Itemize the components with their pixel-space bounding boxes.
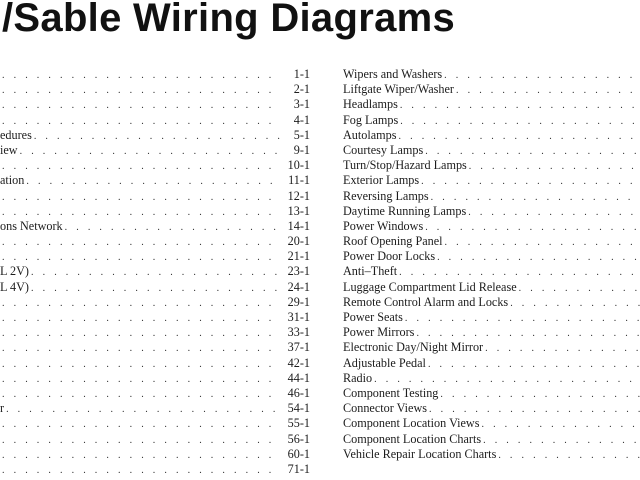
toc-entry xyxy=(343,371,640,386)
dot-leader xyxy=(2,357,280,372)
toc-entry xyxy=(343,432,640,447)
toc-entry xyxy=(343,204,640,219)
toc-entry-label: ation xyxy=(0,173,25,188)
dot-leader xyxy=(425,220,640,235)
toc-entry xyxy=(0,82,310,97)
toc-entry-label: Headlamps xyxy=(343,97,398,112)
toc-entry-page-number: 2-1 xyxy=(293,82,310,97)
toc-entry xyxy=(343,356,640,371)
toc-entry-label: Power Mirrors xyxy=(343,325,415,340)
dot-leader xyxy=(498,448,640,463)
dot-leader xyxy=(416,326,640,341)
toc-entry xyxy=(343,234,640,249)
toc-entry-page-number: 42-1 xyxy=(287,355,310,370)
toc-entry-page-number: 23-1 xyxy=(287,264,310,279)
dot-leader xyxy=(485,341,640,356)
toc-entry xyxy=(0,234,310,249)
dot-leader xyxy=(2,387,280,402)
toc-entry-page-number: 12-1 xyxy=(287,188,310,203)
toc-right-column xyxy=(343,67,640,462)
dot-leader xyxy=(34,129,280,144)
toc-entry-label: Electronic Day/Night Mirror xyxy=(343,340,484,355)
dot-leader xyxy=(2,296,280,311)
toc-entry xyxy=(0,189,310,204)
toc-entry-page-number: 14-1 xyxy=(287,218,310,233)
toc-entry-label: Adjustable Pedal xyxy=(343,355,426,370)
toc-entry-page-number: 71-1 xyxy=(287,461,310,476)
dot-leader xyxy=(20,144,280,159)
toc-entry-label: Connector Views xyxy=(343,401,428,416)
toc-entry-label: L 4V) xyxy=(0,279,29,294)
toc-entry xyxy=(0,356,310,371)
toc-left-column xyxy=(0,67,310,477)
toc-entry-label: Turn/Stop/Hazard Lamps xyxy=(343,158,467,173)
dot-leader xyxy=(483,433,640,448)
dot-leader xyxy=(421,174,640,189)
toc-entry-page-number: 4-1 xyxy=(293,112,310,127)
dot-leader xyxy=(400,98,640,113)
toc-entry xyxy=(343,401,640,416)
toc-entry-label: Autolamps xyxy=(343,127,397,142)
dot-leader xyxy=(65,220,280,235)
dot-leader xyxy=(2,68,280,83)
dot-leader xyxy=(2,433,280,448)
toc-entry-page-number: 31-1 xyxy=(287,310,310,324)
dot-leader xyxy=(425,144,640,159)
toc-entry xyxy=(0,432,310,447)
toc-entry xyxy=(0,295,310,310)
toc-entry-label: Power Windows xyxy=(343,218,424,233)
toc-entry xyxy=(343,67,640,82)
dot-leader xyxy=(469,159,640,174)
dot-leader xyxy=(444,68,640,83)
toc-entry-label: Power Seats xyxy=(343,310,403,324)
toc-entry xyxy=(343,82,640,97)
dot-leader xyxy=(2,250,280,265)
toc-entry xyxy=(343,143,640,158)
toc-entry xyxy=(0,280,310,295)
toc-entry-label: Component Testing xyxy=(343,385,439,400)
toc-entry xyxy=(343,173,640,188)
toc-entry-page-number: 21-1 xyxy=(287,249,310,264)
toc-entry-page-number: 60-1 xyxy=(287,446,310,461)
toc-entry-label: Component Location Views xyxy=(343,416,480,431)
dot-leader xyxy=(468,205,640,220)
toc-entry-label: iew xyxy=(0,142,18,157)
toc-entry xyxy=(0,325,310,340)
toc-entry-label: Courtesy Lamps xyxy=(343,142,424,157)
dot-leader xyxy=(2,463,280,478)
toc-entry xyxy=(0,219,310,234)
toc-entry-label: Radio xyxy=(343,370,373,385)
dot-leader xyxy=(2,190,280,205)
toc-entry xyxy=(343,386,640,401)
dot-leader xyxy=(2,205,280,220)
toc-entry-page-number: 11-1 xyxy=(288,173,310,188)
toc-entry-label: edures xyxy=(0,127,32,142)
toc-entry-page-number: 5-1 xyxy=(293,127,310,142)
dot-leader xyxy=(519,281,640,296)
dot-leader xyxy=(445,235,640,250)
toc-entry-page-number: 24-1 xyxy=(287,279,310,294)
toc-entry-page-number: 20-1 xyxy=(287,234,310,249)
toc-entry xyxy=(343,264,640,279)
toc-entry xyxy=(0,173,310,188)
dot-leader xyxy=(456,83,640,98)
toc-entry xyxy=(343,97,640,112)
toc-entry-page-number: 55-1 xyxy=(287,416,310,431)
toc-entry xyxy=(343,113,640,128)
toc-entry xyxy=(343,128,640,143)
dot-leader xyxy=(510,296,640,311)
toc-entry-label: Roof Opening Panel xyxy=(343,234,443,249)
dot-leader xyxy=(2,448,280,463)
toc-entry xyxy=(343,249,640,264)
toc-entry xyxy=(0,67,310,82)
toc-entry-page-number: 44-1 xyxy=(287,370,310,385)
toc-entry xyxy=(0,128,310,143)
toc-entry-page-number: 13-1 xyxy=(287,203,310,218)
toc-entry-page-number: 10-1 xyxy=(287,158,310,173)
dot-leader xyxy=(428,357,640,372)
toc-entry xyxy=(0,401,310,416)
toc-entry xyxy=(0,340,310,355)
dot-leader xyxy=(431,190,640,205)
dot-leader xyxy=(2,114,280,129)
dot-leader xyxy=(2,235,280,250)
toc-entry-page-number: 33-1 xyxy=(287,325,310,340)
toc-entry xyxy=(0,113,310,128)
toc-entry-label: Component Location Charts xyxy=(343,431,482,446)
toc-entry-label: Fog Lamps xyxy=(343,112,399,127)
dot-leader xyxy=(2,83,280,98)
dot-leader xyxy=(2,311,280,326)
toc-entry-label: Anti–Theft xyxy=(343,264,398,279)
dot-leader xyxy=(481,417,640,432)
toc-entry-label: Vehicle Repair Location Charts xyxy=(343,446,497,461)
toc-entry xyxy=(0,416,310,431)
toc-entry-page-number: 1-1 xyxy=(293,67,310,81)
toc-entry-label: ons Network xyxy=(0,218,63,233)
toc-entry xyxy=(0,310,310,325)
dot-leader xyxy=(2,417,280,432)
dot-leader xyxy=(31,281,280,296)
dot-leader xyxy=(429,402,640,417)
toc-entry xyxy=(343,280,640,295)
toc-entry-page-number: 9-1 xyxy=(293,142,310,157)
toc-entry-page-number: 54-1 xyxy=(287,401,310,416)
dot-leader xyxy=(6,402,280,417)
toc-entry xyxy=(343,219,640,234)
toc-entry-page-number: 46-1 xyxy=(287,385,310,400)
toc-entry xyxy=(343,447,640,462)
toc-entry xyxy=(0,204,310,219)
toc-entry xyxy=(0,371,310,386)
dot-leader xyxy=(2,372,280,387)
toc-entry-label: r xyxy=(0,401,5,416)
toc-entry-page-number: 56-1 xyxy=(287,431,310,446)
toc-entry xyxy=(343,416,640,431)
page-title: /Sable Wiring Diagrams xyxy=(2,0,456,40)
toc-entry xyxy=(0,143,310,158)
dot-leader xyxy=(26,174,280,189)
dot-leader xyxy=(2,159,280,174)
toc-entry xyxy=(343,158,640,173)
toc-entry-label: Power Door Locks xyxy=(343,249,436,264)
dot-leader xyxy=(399,265,640,280)
toc-entry-label: Exterior Lamps xyxy=(343,173,420,188)
dot-leader xyxy=(374,372,640,387)
toc-entry xyxy=(343,295,640,310)
dot-leader xyxy=(399,129,640,144)
toc-entry-label: Daytime Running Lamps xyxy=(343,203,467,218)
toc-entry xyxy=(343,340,640,355)
toc-entry xyxy=(343,189,640,204)
toc-entry xyxy=(0,386,310,401)
toc-entry-label: Reversing Lamps xyxy=(343,188,429,203)
dot-leader xyxy=(2,98,280,113)
toc-entry xyxy=(0,462,310,477)
toc-entry xyxy=(0,249,310,264)
toc-entry xyxy=(0,264,310,279)
dot-leader xyxy=(2,341,280,356)
dot-leader xyxy=(400,114,640,129)
toc-entry-page-number: 37-1 xyxy=(287,340,310,355)
toc-entry-page-number: 29-1 xyxy=(287,294,310,309)
toc-entry xyxy=(343,310,640,325)
toc-entry-label: Wipers and Washers xyxy=(343,67,443,81)
toc-entry xyxy=(0,158,310,173)
toc-entry-label: Remote Control Alarm and Locks xyxy=(343,294,509,309)
dot-leader xyxy=(405,311,640,326)
toc-entry xyxy=(0,447,310,462)
toc-entry-page-number: 3-1 xyxy=(293,97,310,112)
toc-entry-label: Luggage Compartment Lid Release xyxy=(343,279,517,294)
dot-leader xyxy=(31,265,280,280)
toc-entry xyxy=(0,97,310,112)
dot-leader xyxy=(437,250,640,265)
dot-leader xyxy=(2,326,280,341)
toc-entry xyxy=(343,325,640,340)
toc-entry-label: Liftgate Wiper/Washer xyxy=(343,82,454,97)
dot-leader xyxy=(440,387,640,402)
toc-entry-label: L 2V) xyxy=(0,264,29,279)
